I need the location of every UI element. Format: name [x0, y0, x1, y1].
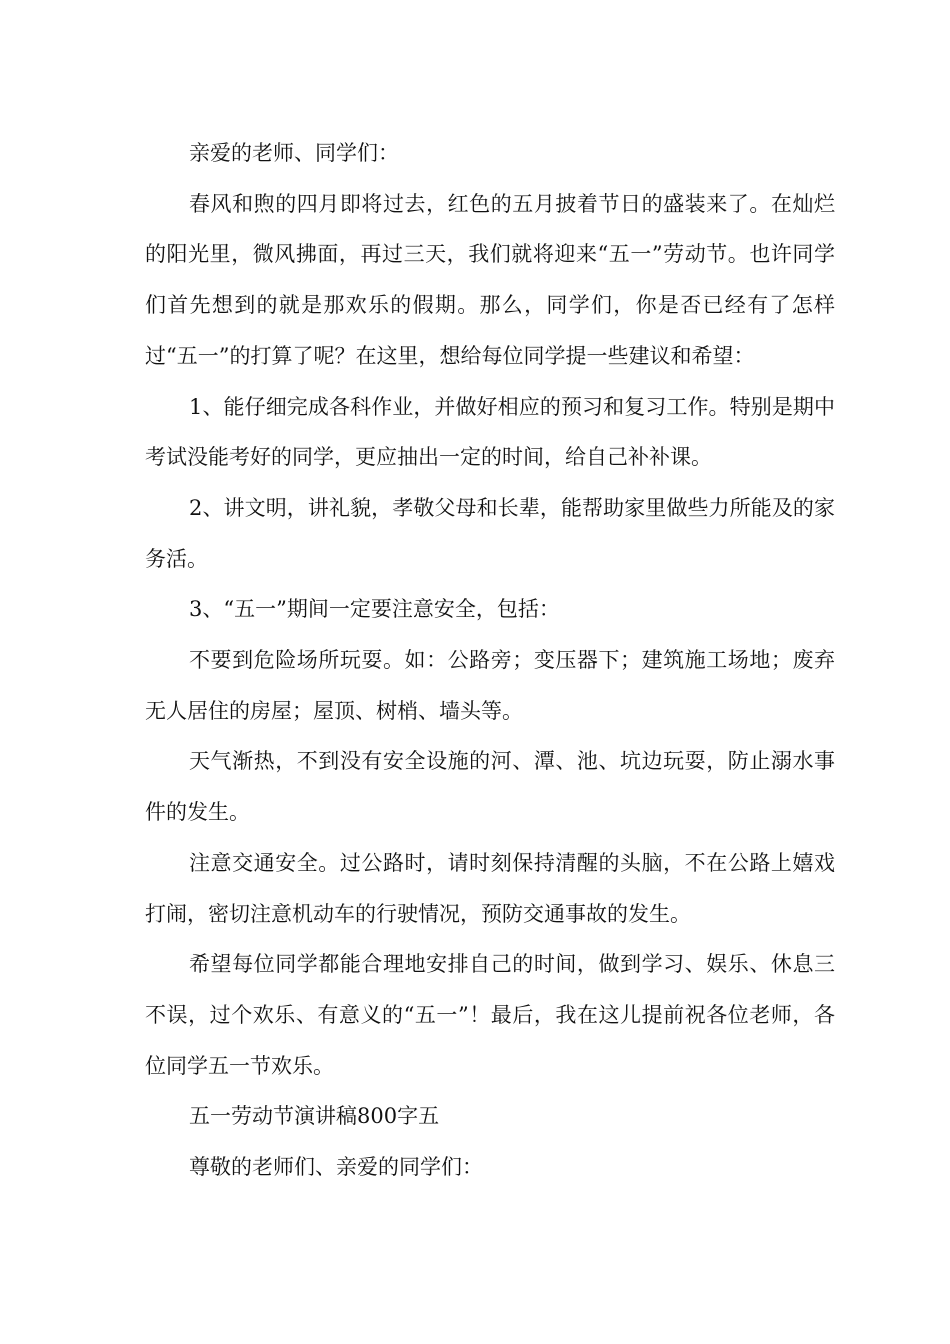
suggestion-1-paragraph: 1、能仔细完成各科作业，并做好相应的预习和复习工作。特别是期中考试没能考好的同学，更应抽出一定的时间，给自己补补课。 — [145, 394, 835, 470]
safety-places-paragraph: 不要到危险场所玩耍。如：公路旁；变压器下；建筑施工场地；废弃无人居住的房屋；屋顶、树梢、墙头等。 — [145, 648, 835, 723]
safety-water-paragraph: 天气渐热，不到没有安全设施的河、潭、池、坑边玩耍，防止溺水事件的发生。 — [145, 749, 835, 825]
document-body — [145, 128, 835, 1193]
second-greeting-paragraph: 尊敬的老师们、亲爱的同学们： — [189, 1155, 483, 1180]
greeting-paragraph: 亲爱的老师、同学们： — [189, 141, 399, 165]
suggestion-3-paragraph: 3、“五一”期间一定要注意安全，包括： — [189, 597, 560, 622]
safety-traffic-paragraph: 注意交通安全。过公路时，请时刻保持清醒的头脑，不在公路上嬉戏打闹，密切注意机动车的行驶情况，预防交通事故的发生。 — [145, 850, 835, 926]
intro-paragraph: 春风和煦的四月即将过去，红色的五月披着节日的盛装来了。在灿烂的阳光里，微风拂面，再过三天，我们就将迎来“五一”劳动节。也许同学们首先想到的就是那欢乐的假期。那么，同学们，你是否已经有了怎样过“五一”的打算了呢？在这里，想给每位同学提一些建议和希望： — [145, 191, 835, 368]
suggestion-2-paragraph: 2、讲文明，讲礼貌，孝敬父母和长辈，能帮助家里做些力所能及的家务活。 — [145, 495, 835, 571]
closing-paragraph: 希望每位同学都能合理地安排自己的时间，做到学习、娱乐、休息三不误，过个欢乐、有意义的“五一”！最后，我在这儿提前祝各位老师，各位同学五一节欢乐。 — [145, 952, 835, 1078]
section-heading: 五一劳动节演讲稿800字五 — [189, 1104, 440, 1129]
